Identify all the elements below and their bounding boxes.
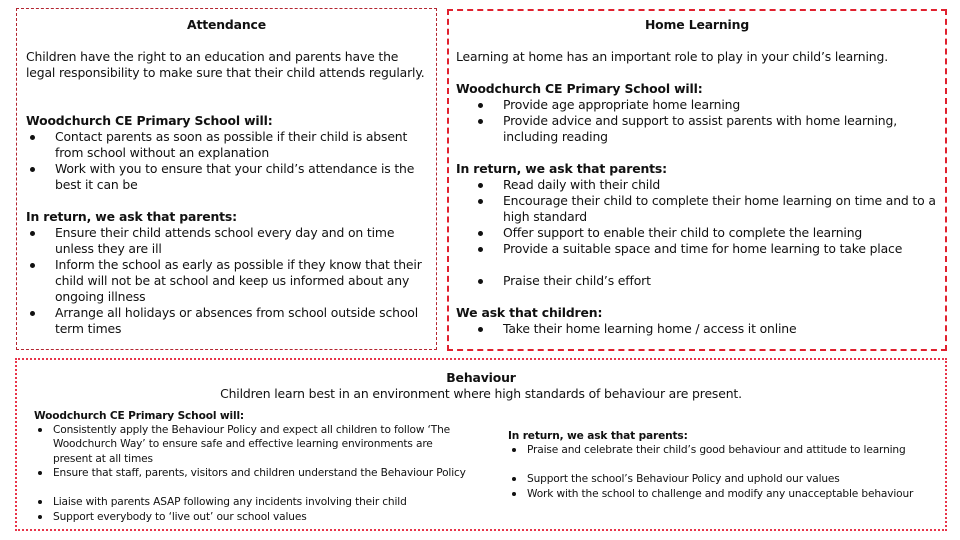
list-item: Take their home learning home / access it online bbox=[456, 321, 941, 337]
bullet-icon bbox=[30, 167, 35, 172]
list-item: Provide a suitable space and time for home learning to take place bbox=[456, 241, 941, 273]
list-item: Provide age appropriate home learning bbox=[456, 97, 941, 113]
home-learning-school-heading: Woodchurch CE Primary School will: bbox=[456, 81, 703, 96]
bullet-icon bbox=[38, 515, 42, 519]
list-item: Praise their child’s effort bbox=[456, 273, 941, 289]
list-item: Ensure their child attends school every day and on time unless they are ill bbox=[26, 225, 426, 257]
bullet-icon bbox=[38, 471, 42, 475]
bullet-icon bbox=[478, 119, 483, 124]
list-item: Work with the school to challenge and modify any unacceptable behaviour bbox=[508, 487, 928, 516]
attendance-school-heading: Woodchurch CE Primary School will: bbox=[26, 113, 273, 128]
home-learning-parents-list bbox=[456, 177, 941, 289]
list-item: Offer support to enable their child to complete the learning bbox=[456, 225, 941, 241]
bullet-icon bbox=[30, 311, 35, 316]
bullet-icon bbox=[30, 135, 35, 140]
home-learning-title: Home Learning bbox=[644, 17, 750, 32]
behaviour-panel bbox=[15, 358, 947, 531]
attendance-parents-list bbox=[26, 225, 426, 337]
bullet-icon bbox=[38, 428, 42, 432]
bullet-icon bbox=[30, 263, 35, 268]
list-item: Encourage their child to complete their home learning on time and to a high standard bbox=[456, 193, 941, 225]
list-item: Work with you to ensure that your child’s attendance is the best it can be bbox=[26, 161, 426, 193]
bullet-icon bbox=[478, 199, 483, 204]
behaviour-school-list bbox=[34, 423, 474, 524]
home-learning-panel bbox=[447, 9, 947, 351]
bullet-icon bbox=[30, 231, 35, 236]
home-learning-intro: Learning at home has an important role to play in your child’s learning. bbox=[456, 49, 888, 64]
list-item: Read daily with their child bbox=[456, 177, 941, 193]
bullet-icon bbox=[38, 500, 42, 504]
behaviour-title: Behaviour bbox=[446, 370, 516, 385]
home-learning-children-heading: We ask that children: bbox=[456, 305, 603, 320]
bullet-icon bbox=[478, 327, 483, 332]
list-item: Ensure that staff, parents, visitors and children understand the Behaviour Policy bbox=[34, 466, 474, 495]
behaviour-parents-list bbox=[508, 443, 928, 516]
bullet-icon bbox=[512, 477, 516, 481]
bullet-icon bbox=[478, 231, 483, 236]
list-item: Contact parents as soon as possible if their child is absent from school without an explanation bbox=[26, 129, 426, 161]
bullet-icon bbox=[478, 103, 483, 108]
list-item: Provide advice and support to assist parents with home learning, including reading bbox=[456, 113, 941, 145]
home-learning-school-list bbox=[456, 97, 941, 145]
list-item: Inform the school as early as possible if they know that their child will not be at school and keep us informed about any ongoing illness bbox=[26, 257, 426, 305]
attendance-school-list bbox=[26, 129, 426, 193]
behaviour-school-heading: Woodchurch CE Primary School will: bbox=[34, 410, 245, 422]
list-item: Consistently apply the Behaviour Policy and expect all children to follow ‘The Woodchurch Way’ to ensure safe and effective learning environments are present at all times bbox=[34, 423, 474, 466]
list-item: Support the school’s Behaviour Policy and uphold our values bbox=[508, 472, 928, 487]
home-learning-parents-heading: In return, we ask that parents: bbox=[456, 161, 667, 176]
attendance-intro: Children have the right to an education and parents have the legal responsibility to make sure that their child attends regularly. bbox=[26, 49, 425, 80]
attendance-panel bbox=[16, 8, 437, 350]
bullet-icon bbox=[478, 247, 483, 252]
list-item: Arrange all holidays or absences from school outside school term times bbox=[26, 305, 426, 337]
behaviour-parents-heading: In return, we ask that parents: bbox=[508, 430, 688, 442]
behaviour-intro: Children learn best in an environment where high standards of behaviour are present. bbox=[220, 386, 742, 401]
bullet-icon bbox=[512, 492, 516, 496]
attendance-parents-heading: In return, we ask that parents: bbox=[26, 209, 237, 224]
list-item: Support everybody to ‘live out’ our school values bbox=[34, 510, 474, 525]
list-item: Praise and celebrate their child’s good behaviour and attitude to learning bbox=[508, 443, 928, 472]
home-learning-children-list bbox=[456, 321, 941, 337]
bullet-icon bbox=[478, 279, 483, 284]
bullet-icon bbox=[478, 183, 483, 188]
attendance-title: Attendance bbox=[187, 17, 266, 32]
bullet-icon bbox=[512, 448, 516, 452]
list-item: Liaise with parents ASAP following any incidents involving their child bbox=[34, 495, 474, 510]
